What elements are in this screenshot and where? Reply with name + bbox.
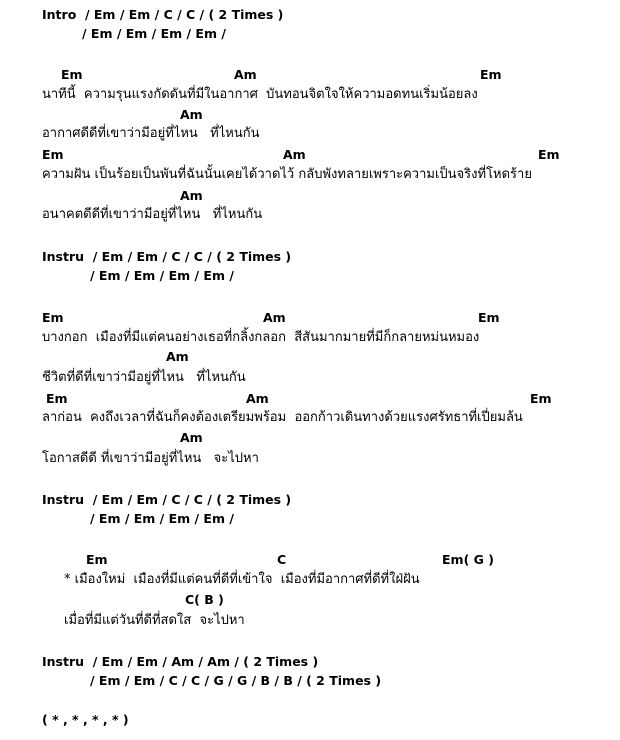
chord: Am	[263, 310, 286, 325]
chord: Am	[180, 188, 203, 203]
intro-line-2: / Em / Em / Em / Em /	[82, 26, 226, 41]
instru-line-1: Instru / Em / Em / Am / Am / ( 2 Times )	[42, 654, 319, 669]
chord: Em	[42, 147, 64, 162]
instru-line-2: / Em / Em / Em / Em /	[90, 511, 234, 526]
chord: Am	[180, 430, 203, 445]
lyric-line: ความฝัน เป็นร้อยเป็นพันที่ฉันนั้นเคยได้วาดไว้ กลับพังทลายเพราะความเป็นจริงที่โหดร้าย	[42, 167, 532, 182]
chord: Am	[180, 107, 203, 122]
intro-line-1: Intro / Em / Em / C / C / ( 2 Times )	[42, 7, 284, 22]
instru-line-2: / Em / Em / C / C / G / G / B / B / ( 2 Times )	[90, 673, 382, 688]
chord: Em	[46, 391, 68, 406]
chord: Em( G )	[442, 552, 494, 567]
lyric-line: บางกอก เมืองที่มีแต่คนอย่างเธอที่กลิ้งกลอก สีสันมากมายที่มีก็กลายหม่นหมอง	[42, 330, 480, 345]
repeat-marker: ( * , * , * , * )	[42, 712, 129, 727]
instru-line-1: Instru / Em / Em / C / C / ( 2 Times )	[42, 492, 292, 507]
chord: C	[277, 552, 287, 567]
instru-line-1: Instru / Em / Em / C / C / ( 2 Times )	[42, 249, 292, 264]
lyric-line: นาทีนี้ ความรุนแรงกัดดันที่มีในอากาศ บันทอนจิตใจให้ความอดทนเริ่มน้อยลง	[42, 87, 478, 102]
lyric-line: ลาก่อน คงถึงเวลาที่ฉันก็คงต้องเตรียมพร้อม ออกก้าวเดินทางด้วยแรงศรัทธาที่เปี่ยมล้น	[42, 410, 523, 425]
lyric-line: อนาคตดีดีที่เขาว่ามีอยู่ที่ไหน ที่ไหนกัน	[42, 207, 263, 222]
chord: Em	[42, 310, 64, 325]
chord: C( B )	[185, 592, 224, 607]
chord: Em	[61, 67, 83, 82]
lyric-line: * เมืองใหม่ เมืองที่มีแต่คนที่ดีที่เข้าใจ เมืองที่มีอากาศที่ดีที่ใฝ่ฝัน	[64, 572, 420, 587]
chord: Am	[246, 391, 269, 406]
chord: Em	[530, 391, 552, 406]
lyric-line: ชีวิตที่ดีที่เขาว่ามีอยู่ที่ไหน ที่ไหนกัน	[42, 370, 246, 385]
chord: Am	[166, 349, 189, 364]
chord: Am	[283, 147, 306, 162]
instru-line-2: / Em / Em / Em / Em /	[90, 268, 234, 283]
lyric-line: อากาศดีดีที่เขาว่ามีอยู่ที่ไหน ที่ไหนกัน	[42, 126, 260, 141]
chord: Em	[86, 552, 108, 567]
chord: Em	[480, 67, 502, 82]
chord: Em	[478, 310, 500, 325]
lyric-line: โอกาสดีดี ที่เขาว่ามีอยู่ที่ไหน จะไปหา	[42, 451, 259, 466]
chord: Am	[234, 67, 257, 82]
chord: Em	[538, 147, 560, 162]
lyric-line: เมื่อที่มีแต่วันที่ดีที่สดใส จะไปหา	[64, 613, 245, 628]
